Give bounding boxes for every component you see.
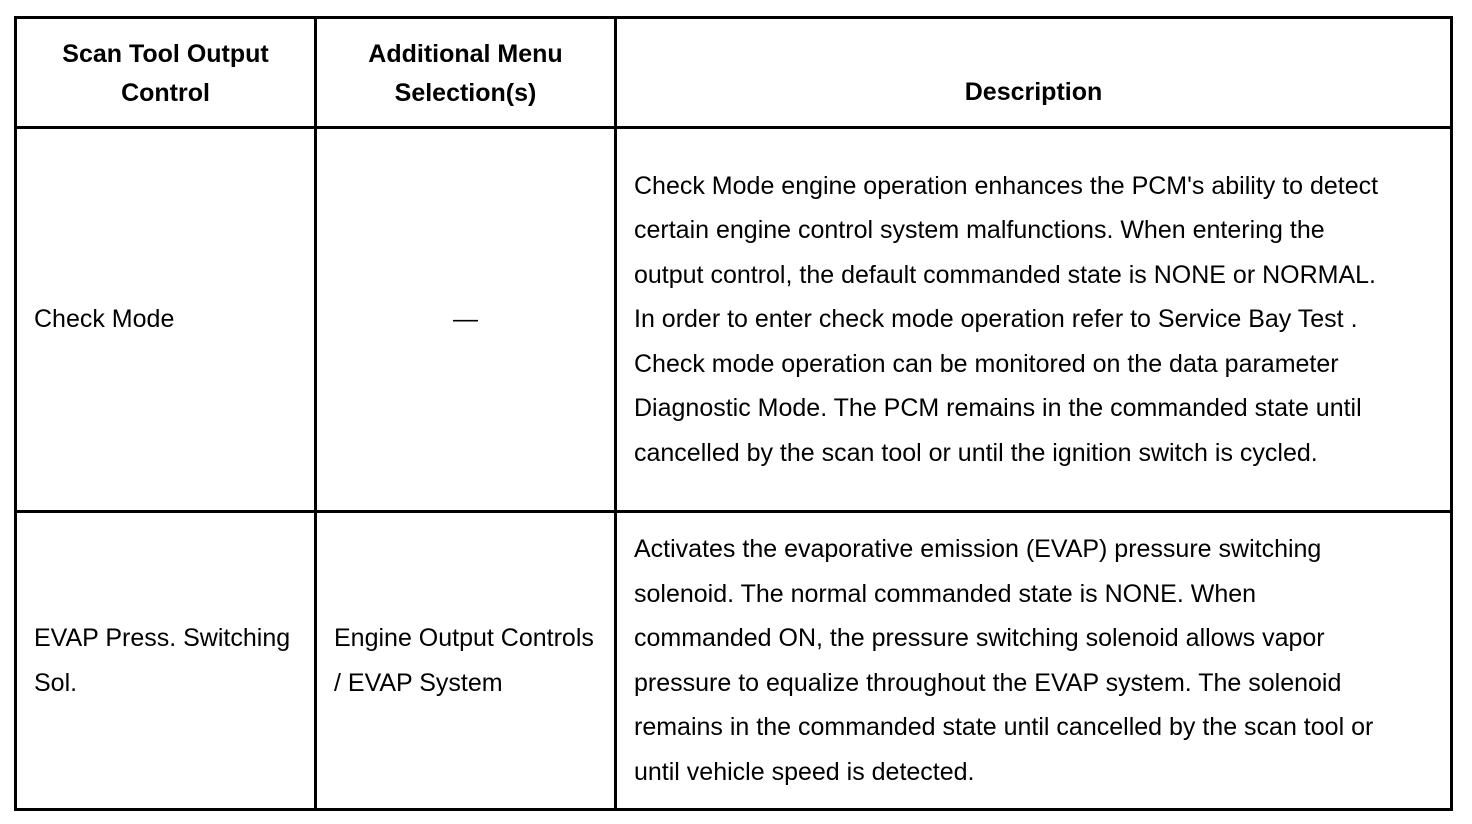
cell-output-control: Check Mode [16,128,316,512]
cell-description [616,128,1452,512]
cell-output-control: EVAP Press. Switching Sol. [16,512,316,810]
header-output-control: Scan Tool Output Control [16,18,316,128]
description-text: Check Mode engine operation enhances the PCM's ability to detect certain engine control system malfunctions. When entering the output control, the default commanded state is NONE or NORMAL. In order to enter check mode operation refer to Service Bay Test . Check mode operation can be monitored on the data parameter Diagnostic Mode. The PCM remains in the commanded state until cancelled by the scan tool or until the ignition switch is cycled. [634,171,1379,467]
header-menu-selections: Additional Menu Selection(s) [316,18,616,128]
table-row [16,128,1452,512]
cell-menu-selections: — [316,128,616,512]
cell-menu-selections: Engine Output Controls / EVAP System [316,512,616,810]
table-row [16,512,1452,810]
table-header-row [16,18,1452,128]
header-description: Description [616,18,1452,128]
scan-tool-output-control-table [14,16,1453,811]
cell-description [616,512,1452,810]
description-text: Activates the evaporative emission (EVAP) pressure switching solenoid. The normal commanded state is NONE. When commanded ON, the pressure switching solenoid allows vapor pressure to equalize throughout the EVAP system. The solenoid remains in the commanded state until cancelled by the scan tool or until vehicle speed is detected. [634,535,1374,786]
